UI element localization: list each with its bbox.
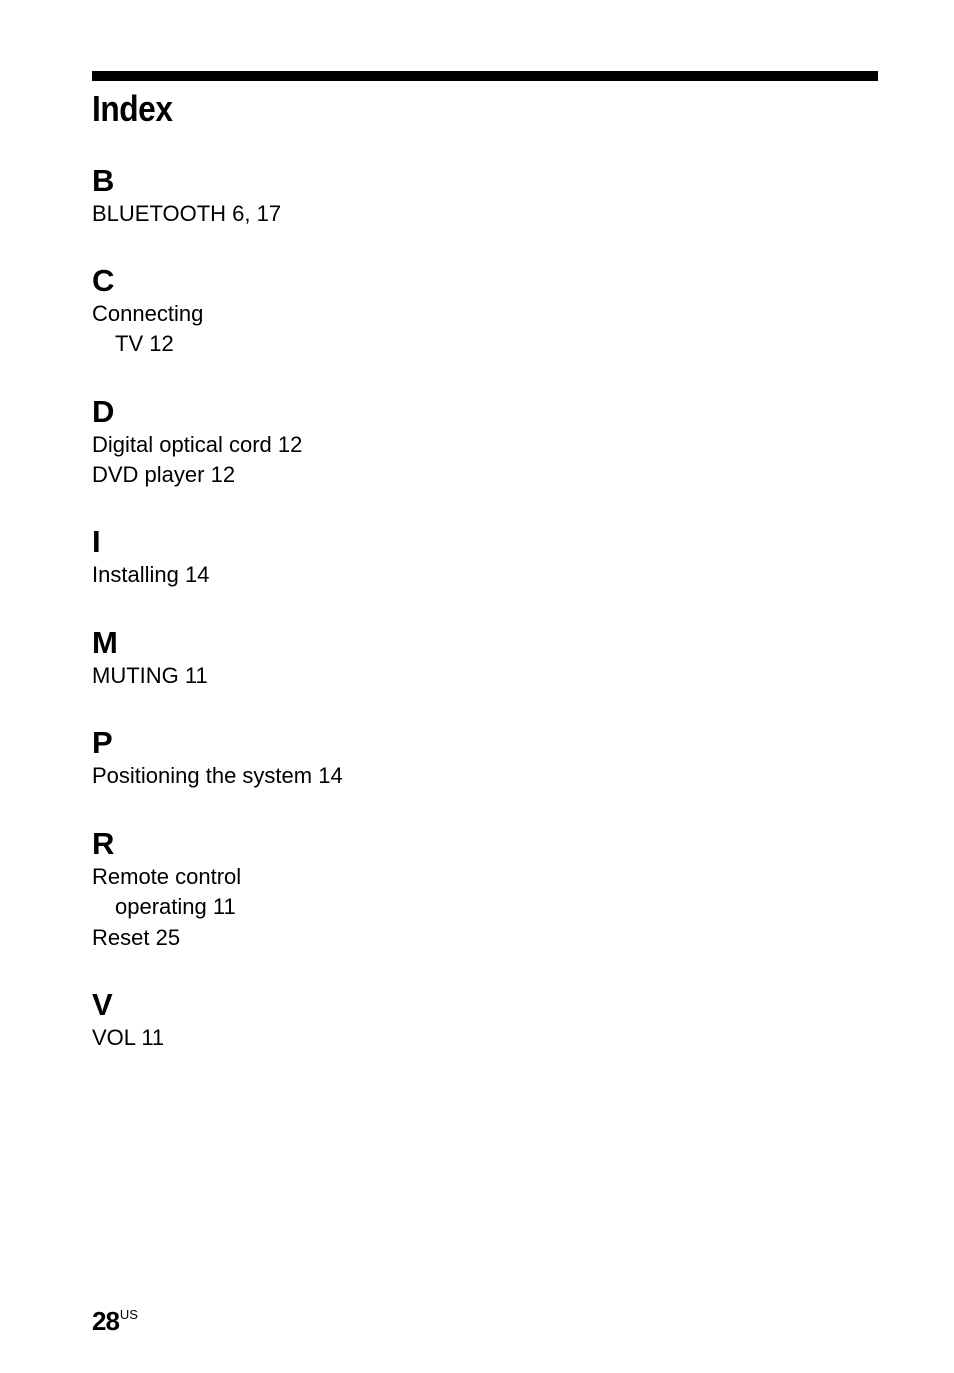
- index-entry: Installing 14: [92, 562, 210, 587]
- page-title: Index: [92, 88, 173, 129]
- index-subentry: operating 11: [115, 894, 236, 920]
- index-group-m: [92, 625, 208, 691]
- index-entry: BLUETOOTH 6, 17: [92, 201, 282, 226]
- index-subentry: TV 12: [115, 331, 174, 357]
- index-letter: R: [92, 826, 115, 861]
- index-entry: Connecting: [92, 301, 204, 326]
- index-letter: C: [92, 263, 115, 298]
- index-letter: I: [92, 524, 101, 559]
- page-region-suffix: US: [119, 1307, 138, 1322]
- index-letter: P: [92, 725, 113, 760]
- index-group-d: [92, 394, 302, 491]
- page-footer: [92, 1306, 138, 1337]
- index-letter: B: [92, 163, 115, 198]
- index-letter: V: [92, 987, 113, 1022]
- index-group-b: [92, 163, 281, 229]
- index-group-i: [92, 524, 209, 590]
- index-entry: MUTING 11: [92, 663, 208, 688]
- index-letter: D: [92, 394, 115, 429]
- index-entry: Reset 25: [92, 924, 181, 950]
- index-entry: Remote control: [92, 864, 242, 889]
- index-group-p: [92, 725, 343, 791]
- index-entry: Digital optical cord 12: [92, 432, 303, 457]
- index-group-v: [92, 987, 164, 1053]
- index-entry: DVD player 12: [92, 462, 236, 488]
- header-rule: [92, 71, 878, 81]
- index-letter: M: [92, 625, 118, 660]
- index-entry: VOL 11: [92, 1025, 165, 1050]
- index-group-r: [92, 826, 241, 953]
- index-entry: Positioning the system 14: [92, 763, 343, 788]
- index-group-c: [92, 263, 203, 360]
- page-number: 28: [92, 1306, 119, 1336]
